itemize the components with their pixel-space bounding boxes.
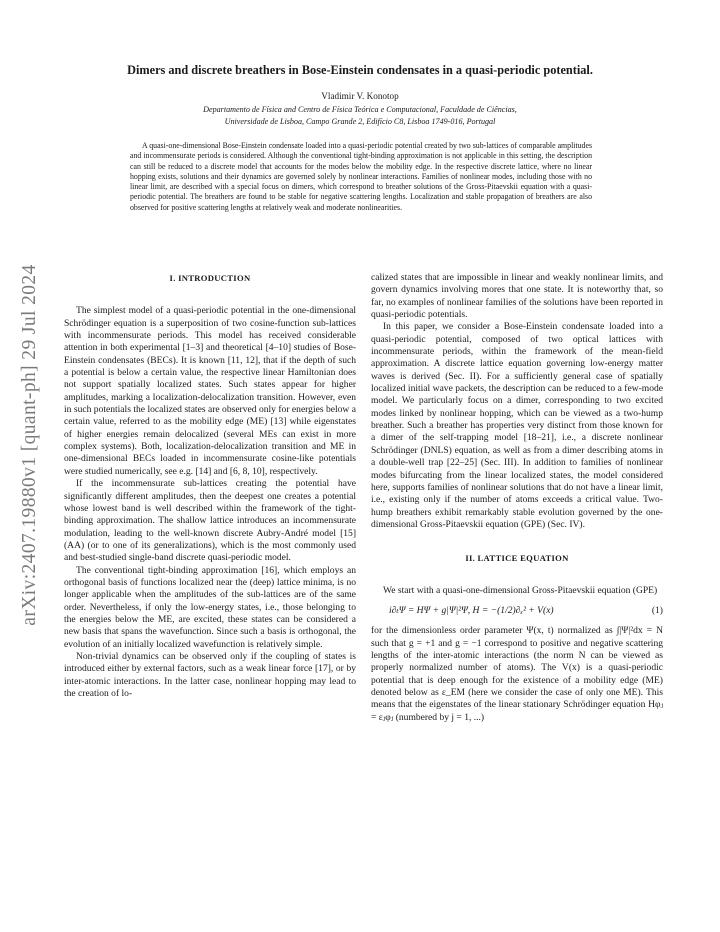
intro-paragraph-2: If the incommensurate sub-lattices creating the potential have significantly different amplitudes, then the deepest one creates a potential whose lowest band is well described within the framework of the tight-binding approximation. The shallow lattice introduces an incommensurate modulation, leading to the well-known discrete Aubry-André model [15] (AA) (or to one of its generalizations), which is the most commonly used and best-studied single-band discrete quasi-periodic model. — [64, 478, 356, 564]
section-heading-lattice-equation: II. LATTICE EQUATION — [465, 553, 569, 564]
affiliation-line-2: Universidade de Lisboa, Campo Grande 2, Edifício C8, Lisboa 1749-016, Portugal — [224, 116, 496, 126]
affiliation-line-1: Departamento de Física and Centro de Física Teórica e Computacional, Faculdade de Ciências, — [203, 105, 517, 114]
equation-1-body: i∂ₜΨ = HΨ + g|Ψ|²Ψ, H = −(1/2)∂ₓ² + V(x) — [389, 604, 554, 616]
abstract — [130, 141, 592, 213]
equation-1 — [371, 605, 663, 617]
arxiv-stamp — [10, 250, 50, 640]
arxiv-stamp-text: arXiv:2407.19880v1 [quant-ph] 29 Jul 2024 — [19, 264, 40, 626]
intro-paragraph-5: calized states that are impossible in linear and weakly nonlinear limits, and govern dynamics involving mores that one state. It is noteworthy that, so far, no examples of nonlinear families of the solutions have been reported in quasi-periodic potentials. — [371, 272, 663, 321]
abstract-text: A quasi-one-dimensional Bose-Einstein condensate loaded into a quasi-periodic potential created by two sub-lattices of comparable amplitudes and incommensurate periods is considered. Although the conventional tight-binding approximation is not applicable in this setting, the description can still be reduced to a discrete model that accounts for the modes below the mobility edge. In the respective discrete lattice, where no linear hopping exists, solutions and their dynamics are governed solely by nonlinear interactions. Families of nonlinear modes, including those with no linear limit, are described with a special focus on dimers, which correspond to breather solutions of the Gross-Pitaevskii equation with a quasi-periodic potential. The breathers are found to be stable for negative scattering lengths. Localization and stable propagation of breathers are also observed for positive scattering lengths at relatively weak and moderate nonlinearities. — [130, 141, 592, 212]
right-column — [371, 272, 663, 724]
lattice-paragraph-2: for the dimensionless order parameter Ψ(x, t) normalized as ∫|Ψ|²dx = N such that g = +1 and g = −1 correspond to positive and negative scattering lengths of the inter-atomic interactions (the norm N can be viewed as properly normalized number of atoms). The V(x) is a quasi-periodic potential that is deep enough for the existence of a mobility edge (ME) denoted below as ε_EM (here we consider the case of only one ME). This means that the eigenstates of the linear stationary Schrödinger equation Hφⱼ = εⱼφⱼ (numbered by j = 1, ...) — [371, 625, 663, 723]
section-heading-introduction: I. INTRODUCTION — [169, 273, 251, 283]
intro-paragraph-6: In this paper, we consider a Bose-Einstein condensate loaded into a quasi-periodic potential, composed of two optical lattices with incommensurate periods, within the framework of the mean-field approximation. A discrete lattice equation governing low-energy matter waves is derived (Sec. II). For a sufficiently general case of spatially localized initial wave packets, the description can be reduced to a few-mode model. We particularly focus on a dimer, corresponding to two excited modes linked by nonlinear hopping, which can be viewed as a two-hump breather. Such a breather has properties very distinct from those known for a dimer of the self-trapping model [18–21], i.e., a discrete nonlinear Schrödinger (DNLS) equation, as well as from a dimer describing atoms in a double-well trap [22–25] (Sec. III). In addition to families of nonlinear modes bifurcating from the linear localized states, the model considered here, supports families of nonlinear solutions that do not have a linear limit, i.e., existing only if the number of atoms exceeds a critical value. Two-hump breathers exhibit remarkably stable evolution governed by the one-dimensional Gross-Pitaevskii equation (GPE) (Sec. IV). — [371, 321, 663, 530]
equation-1-number: (1) — [651, 604, 663, 616]
paper-title: Dimers and discrete breathers in Bose-Einstein condensates in a quasi-periodic potential. — [127, 63, 593, 77]
lattice-paragraph-1: We start with a quasi-one-dimensional Gross-Pitaevskii equation (GPE) — [383, 584, 658, 596]
author-name: Vladimir V. Konotop — [321, 91, 399, 101]
affiliation — [0, 104, 720, 127]
intro-paragraph-3: The conventional tight-binding approximation [16], which employs an orthogonal basis of functions localized near the (deep) lattice minima, is no longer applicable when the amplitudes of the sub-lattices are of the same order. Nevertheless, if only the low-energy states, i.e., those belonging to the energies below the ME, are excited, these states can be considered a new basis that spans the wavefunction. Since such a basis is orthogonal, the evolution of an initially localized wavefunction is relatively simple. — [64, 564, 356, 650]
intro-paragraph-4: Non-trivial dynamics can be observed only if the coupling of states is introduced either by external factors, such as a weak linear force [17], or by inter-atomic interactions. In the latter case, nonlinear hopping may lead to the creation of lo- — [64, 650, 356, 699]
left-column — [64, 272, 356, 700]
intro-paragraph-1: The simplest model of a quasi-periodic potential in the one-dimensional Schrödinger equation is a superposition of two cosine-function sub-lattices with incommensurate periods. This model has received considerable attention in both experimental [1–3] and theoretical [4–10] studies of Bose-Einstein condensates (BECs). It is known [11, 12], that if the depth of such a potential is below a certain value, the respective linear Hamiltonian does not support spatially localized states. Such states appear for higher amplitudes, marking a localization-delocalization transition. However, even in such potentials the localized states are observed only for energies below a certain value, referred to as the mobility edge (ME) [13] while eigenstates of higher energies remain delocalized (several MEs can exist in more complex systems). Both, localization-delocalization transition and ME in one-dimensional BECs loaded in incommensurate cosine-like potentials were studied numerically, see e.g. [14] and [6, 8, 10], respectively. — [64, 305, 356, 477]
